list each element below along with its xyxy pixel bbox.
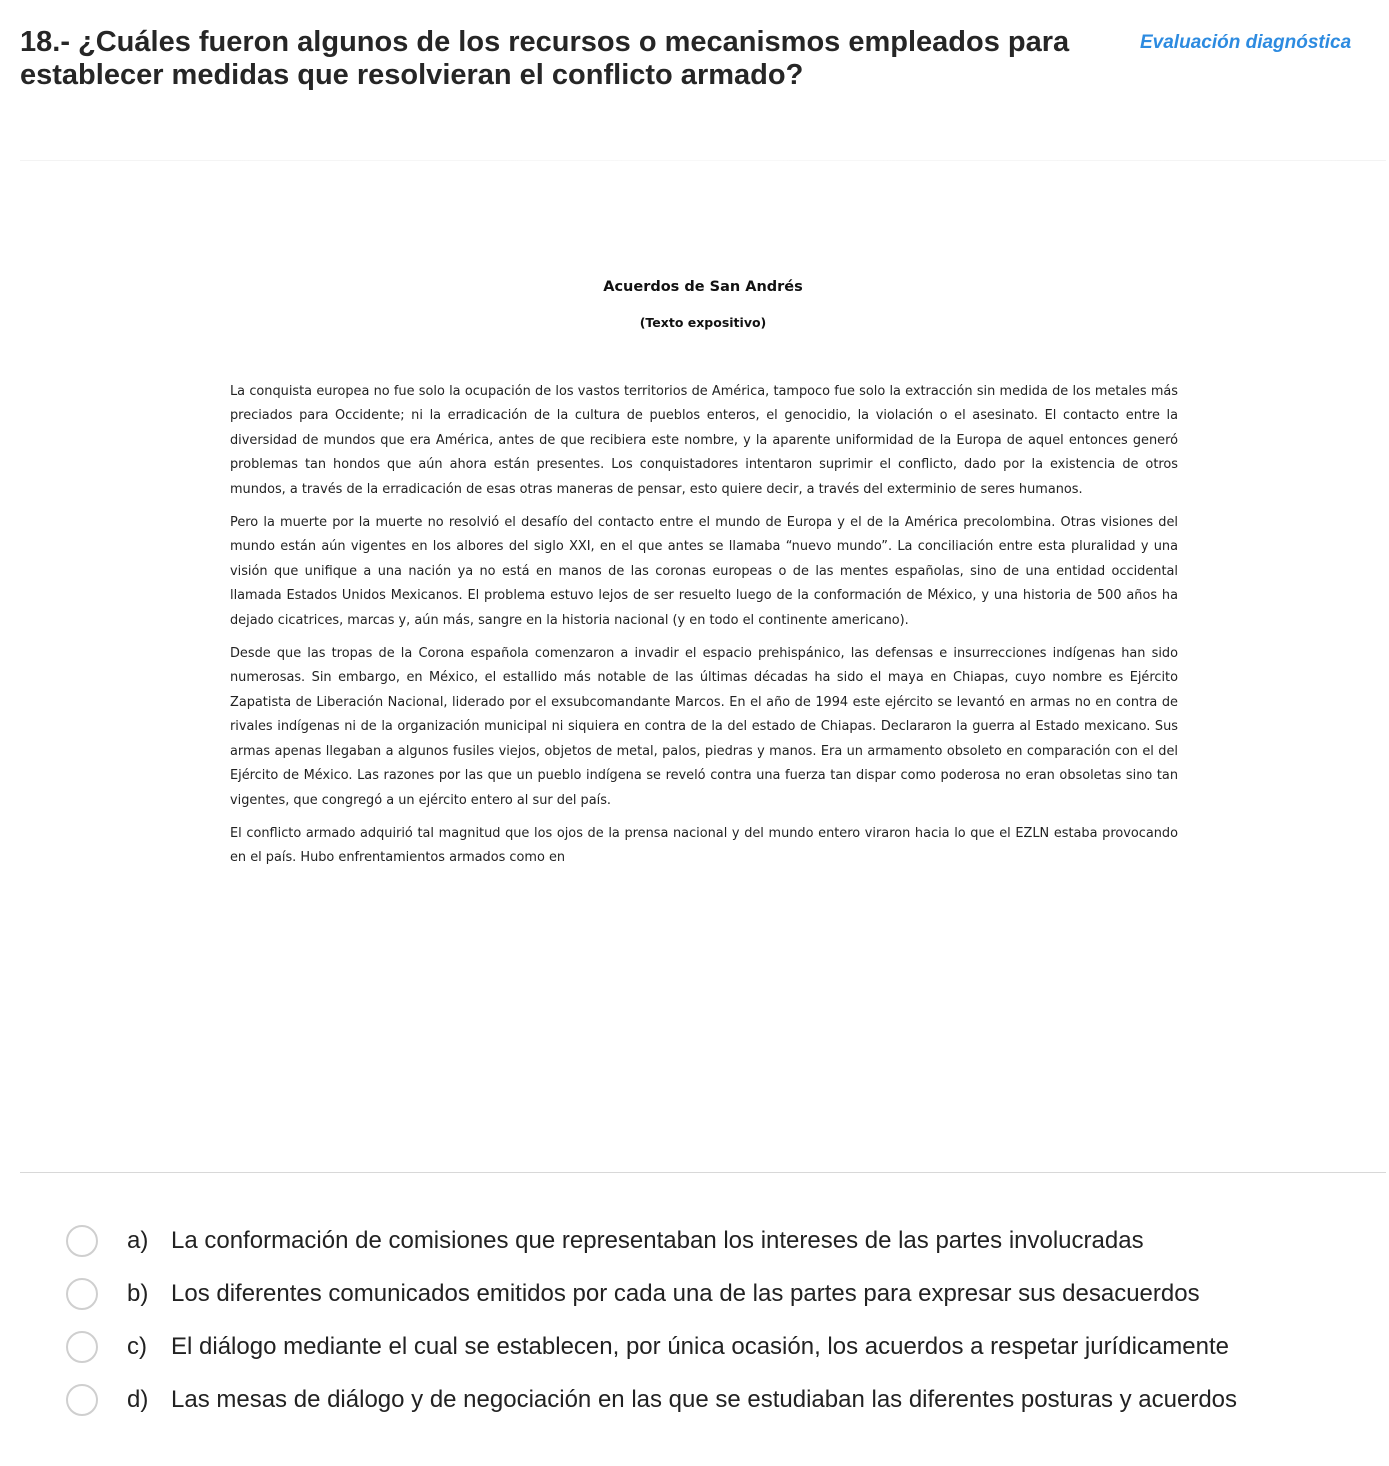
passage-body [230,380,1178,1066]
answer-options [66,1214,1376,1426]
option-letter: a) [127,1226,149,1254]
evaluation-tag: Evaluación diagnóstica [1140,32,1352,53]
option-b[interactable] [66,1267,1376,1320]
radio-button[interactable] [66,1225,98,1257]
option-letter: b) [127,1279,149,1307]
passage-paragraph: El conflicto armado adquirió tal magnitud que los ojos de la prensa nacional y del mundo entero viraron hacia lo que el EZLN estaba provocando en el país. Hubo enfrentamientos armados como en [230,825,1178,866]
passage-paragraph: La conquista europea no fue solo la ocupación de los vastos territorios de América, tampoco fue solo la extracción sin medida de los metales más preciados para Occidente; ni la erradicación de la cultura de pueblos enteros, el genocidio, la violación o el asesinato. El contacto entre la diversidad de mundos que era América, antes de que recibiera este nombre, y la aparente uniformidad de la Europa de aquel entonces generó problemas tan hondos que aún ahora están presentes. Los conquistadores intentaron suprimir el conflicto, dado por la existencia de otros mundos, a través de la erradicación de esas otras maneras de pensar, esto quiere decir, a través del exterminio de seres humanos. [230,384,1178,497]
option-text[interactable]: Los diferentes comunicados emitidos por cada una de las partes para expresar sus desacuerdos [171,1279,1200,1307]
option-d[interactable] [66,1373,1376,1426]
option-letter: c) [127,1332,147,1360]
option-c[interactable] [66,1320,1376,1373]
passage-title: Acuerdos de San Andrés [603,279,803,295]
radio-button[interactable] [66,1384,98,1416]
radio-button[interactable] [66,1278,98,1310]
option-text[interactable]: El diálogo mediante el cual se establecen, por única ocasión, los acuerdos a respetar jurídicamente [171,1332,1229,1360]
passage-paragraph: Pero la muerte por la muerte no resolvió el desafío del contacto entre el mundo de Europa y el de la América precolombina. Otras visiones del mundo están aún vigentes en los albores del siglo XXI, en el que antes se llamaba “nuevo mundo”. La conciliación entre esta pluralidad y una visión que unifique a una nación ya no está en manos de las coronas europeas o de las mentes españolas, sino de una entidad occidental llamada Estados Unidos Mexicanos. El problema estuvo lejos de ser resuelto luego de la conformación de México, y una historia de 500 años ha dejado cicatrices, marcas y, aún más, sangre en la historia nacional (y en todo el continente americano). [230,515,1178,628]
radio-button[interactable] [66,1331,98,1363]
option-letter: d) [127,1385,149,1413]
option-text[interactable]: La conformación de comisiones que representaban los intereses de las partes involucradas [171,1226,1144,1254]
passage-subtitle: (Texto expositivo) [639,315,767,330]
passage-paragraph: Desde que las tropas de la Corona española comenzaron a invadir el espacio prehispánico, las defensas e insurrecciones indígenas han sido numerosas. Sin embargo, en México, el estallido más notable de las últimas décadas ha sido el maya en Chiapas, cuyo nombre es Ejército Zapatista de Liberación Nacional, liderado por el exsubcomandante Marcos. En el año de 1994 este ejército se levantó en armas no en contra de rivales indígenas ni de la organización municipal ni siquiera en contra de la del estado de Chiapas. Declararon la guerra al Estado mexicano. Sus armas apenas llegaban a algunos fusiles viejos, objetos de metal, palos, piedras y manos. Era un armamento obsoleto en comparación con el del Ejército de México. Las razones por las que un pueblo indígena se reveló contra una fuerza tan dispar como poderosa no eran obsoletas sino tan vigentes, que congregó a un ejército entero al sur del país. [230,646,1178,808]
option-text[interactable]: Las mesas de diálogo y de negociación en las que se estudiaban las diferentes posturas y acuerdos [171,1385,1238,1413]
reading-passage [20,160,1386,1173]
question-text: 18.- ¿Cuáles fueron algunos de los recursos o mecanismos empleados para establecer medidas que resolvieran el conflicto armado? [20,26,1070,91]
option-a[interactable] [66,1214,1376,1267]
